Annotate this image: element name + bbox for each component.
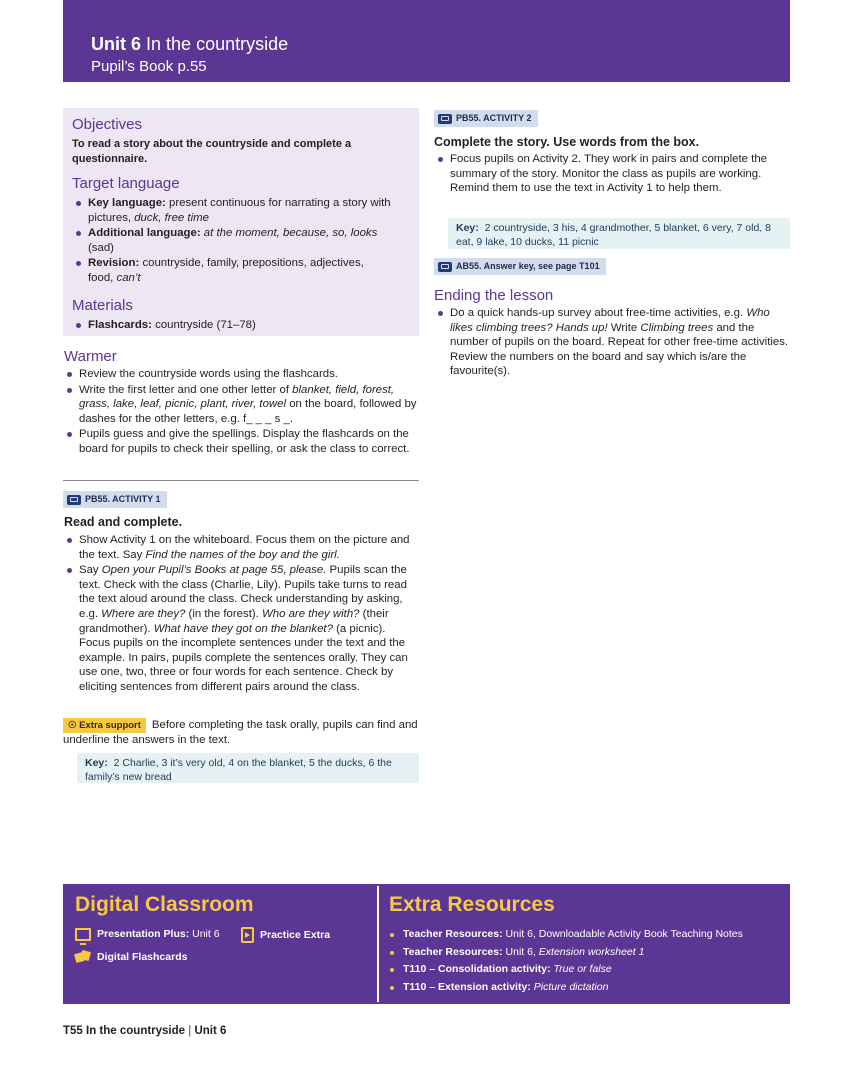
ab55-answer-key-tag: AB55. Answer key, see page T101 bbox=[434, 258, 606, 275]
activity1-tag: PB55. ACTIVITY 1 bbox=[63, 491, 167, 508]
unit-header bbox=[63, 0, 790, 82]
list-item: Teacher Resources: Unit 6, Downloadable Activity Book Teaching Notes bbox=[389, 926, 784, 944]
objectives-box bbox=[63, 108, 419, 336]
footer-separator: | bbox=[185, 1025, 195, 1037]
unit-name: In the countryside bbox=[146, 34, 289, 54]
warmer-heading: Warmer bbox=[64, 348, 117, 365]
list-item: Additional language: at the moment, because, so, looks (sad) bbox=[72, 226, 392, 255]
whiteboard-icon bbox=[438, 114, 452, 124]
list-item: Write the first letter and one other letter of blanket, field, forest, grass, lake, leaf, picnic, plant, river, towel on the board, followed by dashes for the other letters, e.g. f_ _ _ s _. bbox=[63, 383, 419, 427]
target-language-heading: Target language bbox=[72, 175, 180, 192]
list-item: Revision: countryside, family, prepositions, adjectives, food, can’t bbox=[72, 256, 392, 285]
list-item: Flashcards: countryside (71–78) bbox=[72, 318, 392, 333]
list-item: T110 – Extension activity: Picture dictation bbox=[389, 979, 784, 997]
page-footer bbox=[63, 1024, 226, 1039]
list-item: Focus pupils on Activity 2. They work in pairs and complete the summary of the story. Monitor the class as pupils are working. Remind them to use the text in Activity 1 to help them. bbox=[434, 152, 790, 196]
practice-extra-link[interactable]: Practice Extra bbox=[241, 927, 330, 943]
activity1-list bbox=[63, 533, 419, 695]
flashcards-icon bbox=[75, 951, 91, 964]
book-icon bbox=[438, 262, 452, 272]
unit-title bbox=[91, 34, 288, 54]
target-language-list bbox=[72, 196, 392, 286]
activity1-heading: Read and complete. bbox=[64, 515, 183, 529]
activity2-list bbox=[434, 152, 790, 196]
list-item: Review the countryside words using the flashcards. bbox=[63, 367, 419, 382]
unit-number: Unit 6 bbox=[91, 34, 142, 54]
activity2-tag: PB55. ACTIVITY 2 bbox=[434, 110, 538, 127]
resources-panel bbox=[63, 884, 790, 1004]
extra-support-badge: ☉ Extra support bbox=[63, 718, 146, 733]
list-item: Do a quick hands-up survey about free-time activities, e.g. Who likes climbing trees? Hands up! Write Climbing trees and the number of pupils on the board. Repeat for other free-time activities. Review the numbers on the board and say which is/are the favourite(s). bbox=[434, 306, 790, 379]
extra-support-note: ☉ Extra support Before completing the task orally, pupils can find and underline the answers in the text. bbox=[63, 719, 418, 746]
whiteboard-icon bbox=[67, 495, 81, 505]
extra-resources-list bbox=[389, 926, 784, 996]
list-item: Teacher Resources: Unit 6, Extension worksheet 1 bbox=[389, 944, 784, 962]
pupils-book-ref: Pupil’s Book p.55 bbox=[91, 58, 207, 75]
presentation-plus-link[interactable]: Presentation Plus: Unit 6 bbox=[75, 927, 220, 941]
activity2-key: Key: 2 countryside, 3 his, 4 grandmother, 5 blanket, 6 very, 7 old, 8 eat, 9 lake, 10 ducks, 11 picnic bbox=[448, 218, 790, 249]
digital-flashcards-link[interactable]: Digital Flashcards bbox=[75, 950, 187, 964]
digital-classroom-heading: Digital Classroom bbox=[75, 893, 254, 916]
list-item: Key language: present continuous for narrating a story with pictures, duck, free time bbox=[72, 196, 392, 225]
extra-resources-heading: Extra Resources bbox=[389, 893, 555, 916]
warmer-list bbox=[63, 367, 419, 457]
objectives-heading: Objectives bbox=[72, 116, 143, 133]
list-item: Show Activity 1 on the whiteboard. Focus them on the picture and the text. Say Find the names of the boy and the girl. bbox=[63, 533, 419, 562]
activity2-heading: Complete the story. Use words from the box. bbox=[434, 135, 700, 149]
list-item: Pupils guess and give the spellings. Display the flashcards on the board for pupils to check their spelling, or ask the class to correct. bbox=[63, 427, 419, 456]
presentation-icon bbox=[75, 928, 91, 941]
objectives-text: To read a story about the countryside and complete a questionnaire. bbox=[72, 138, 352, 165]
activity1-key: Key: 2 Charlie, 3 it’s very old, 4 on the blanket, 5 the ducks, 6 the family’s new bread bbox=[77, 753, 419, 783]
panel-divider bbox=[377, 886, 379, 1002]
ending-list bbox=[434, 306, 790, 379]
page-number-title: T55 In the countryside bbox=[63, 1025, 186, 1037]
footer-unit: Unit 6 bbox=[194, 1025, 227, 1037]
list-item: T110 – Consolidation activity: True or false bbox=[389, 961, 784, 979]
section-divider bbox=[63, 480, 419, 481]
list-item: Say Open your Pupil’s Books at page 55, please. Pupils scan the text. Check with the class (Charlie, Lily). Pupils take turns to read the text aloud around the class. Check understanding by asking, e.g. Where are they? (in the forest). Who are they with? (their grandmother). What have they got on the blanket? (a picnic). Focus pupils on the incomplete sentences under the text and the example. In pairs, pupils complete the sentences orally. They can use one, two, three or four words for each sentence. Check by eliciting sentences from different pairs around the class. bbox=[63, 563, 419, 694]
materials-heading: Materials bbox=[72, 297, 133, 314]
ending-heading: Ending the lesson bbox=[434, 287, 554, 304]
practice-extra-icon bbox=[241, 927, 254, 943]
materials-list bbox=[72, 318, 392, 333]
